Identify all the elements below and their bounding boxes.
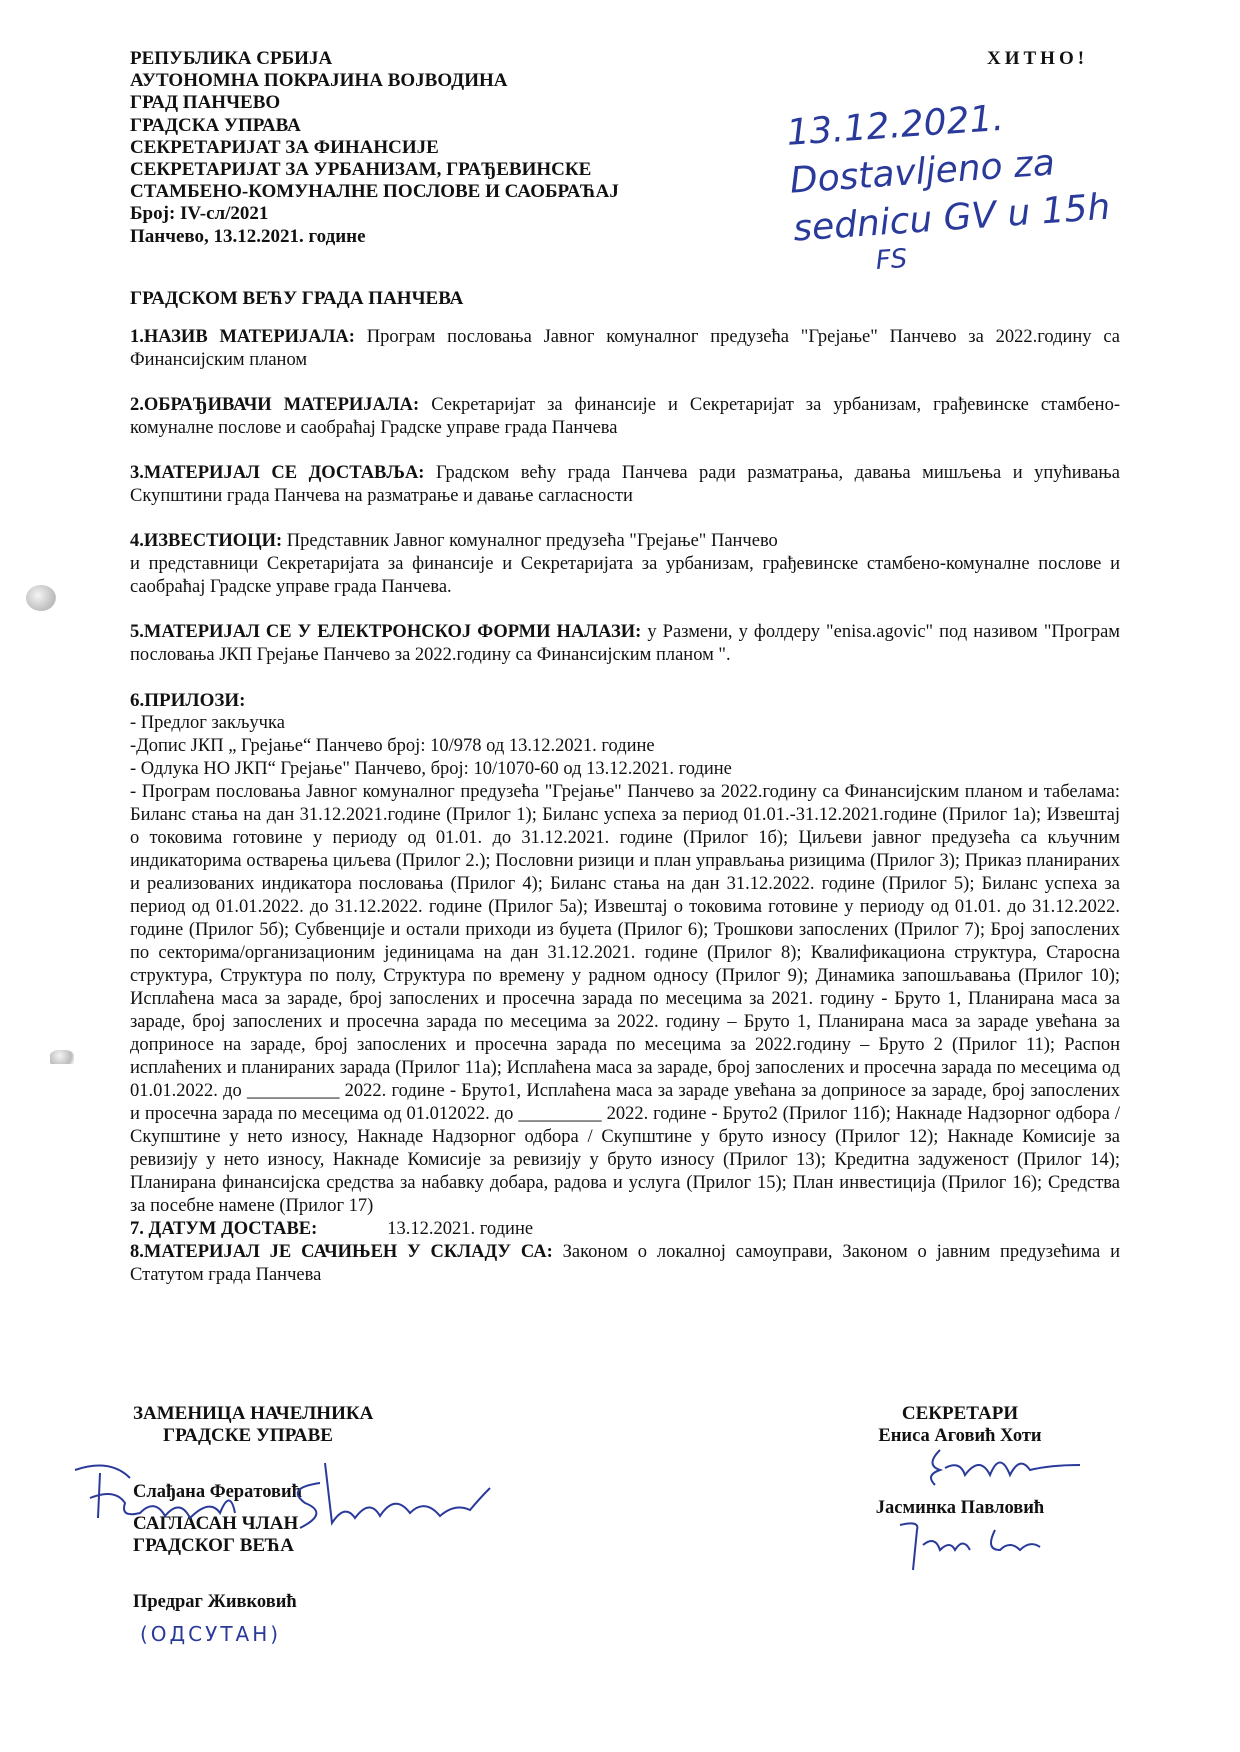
header-line: СЕКРЕТАРИЈАТ ЗА УРБАНИЗАМ, ГРАЂЕВИНСКЕ: [130, 159, 592, 181]
document-body: [130, 326, 1120, 1287]
section-text: Градском већу града Панчева ради разматрања, давања мишљења и упућивања Скупштини града Панчева на разматрање и давање сагласности: [130, 463, 1121, 506]
section-text: и представници Секретаријата за финансије и Секретаријата за урбанизам, грађевинске стамбено-комуналне послове и саобраћај Градске управе града Панчева.: [130, 554, 1120, 597]
signatory-title: СЕКРЕТАРИ: [901, 1403, 1019, 1424]
section-label: 4.ИЗВЕСТИОЦИ:: [130, 531, 283, 551]
issuer-header: [130, 48, 619, 248]
handwritten-initials: FS: [874, 243, 909, 277]
section-text: у Размени, у фолдеру "enisa.agovic" под називом "Програм пословања ЈКП Грејање Панчево за 2022.годину са Финансијским планом ".: [130, 622, 1120, 665]
handwritten-absent-note: (ОДСУТАН): [140, 1622, 282, 1646]
signature-scribble-left: [70, 1458, 510, 1538]
section-text: Законом о локалној самоуправи, Законом о јавним предузећима и Статутом града Панчева: [130, 1242, 1120, 1285]
section-text: Представник Јавног комуналног предузећа "Грејање" Панчево: [282, 531, 778, 551]
signatory-title: ГРАДСКЕ УПРАВЕ: [163, 1425, 333, 1446]
section-text: Програм пословања Јавног комуналног предузећа "Грејање" Панчево за 2022.годину са Финансијским планом: [130, 327, 1120, 370]
signatory-name: Слађана Ферaтовић: [133, 1482, 302, 1502]
scan-artifact: [26, 585, 56, 611]
section-label: 7. ДАТУМ ДОСТАВЕ:: [130, 1219, 318, 1239]
header-line: СЕКРЕТАРИЈАТ ЗА ФИНАНСИЈЕ: [130, 136, 439, 158]
addressee: ГРАДСКОМ ВЕЋУ ГРАДА ПАНЧЕВА: [130, 288, 464, 309]
urgent-label: ХИТНО!: [987, 48, 1089, 69]
section-label: 8.МАТЕРИЈАЛ ЈЕ САЧИЊЕН У СКЛАДУ СА:: [130, 1242, 553, 1262]
attachment-item: - Програм пословања Јавног комуналног предузећа "Грејање" Панчево за 2022.годину са Финансијским планом и табелама: Биланс стања на дан 31.12.2021.године (Прилог 1); Биланс успеха за период 01.01.-31.12.2021.године (Прилог 1а); Извештај о токовима готовине у периоду од 01.01. до 31.12.2021. године (Прилог 1б); Циљеви јавног предузећа са кључним индикаторима остварења циљева (Прилог 2.); Пословни ризици и план управљања ризицима (Прилог 3); Приказ планираних и реализованих индикатора пословања (Прилог 4); Биланс стања на дан 31.12.2022. године (Прилог 5); Биланс успеха за период од 01.01.2022. до 31.12.2022. године (Прилог 5а); Извештај о токовима готовине у периоду од 01.01. до 31.12.2022. године (Прилог 5б); Субвенције и остали приходи из буџета (Прилог 6); Трошкови запослених (Прилог 7); Број запослених по секторима/организационим јединицама на дан 31.12.2021. године (Прилог 8); Квалификациона структура, Старосна структура, Структура по полу, Структура по времену у радном односу (Прилог 9); Динамика запошљавања (Прилог 10); Исплаћена маса за зараде, број запослених и просечна зарада по месецима за 2021. годину - Бруто 1, Планирана маса за зараде, број запослених и просечна зарада по месецима за 2022. годину – Бруто 1, Планирана маса за зараде увећана за доприносе на зараде, број запослених и просечна зарада по месецима за 2022.годину – Бруто 2 (Прилог 11); Распон исплаћених и планираних зарада (Прилог 11а); Исплаћена маса за зараде, број запослених и просечна зарада по месецима од 01.01.2022. до __________ 2022. године - Бруто1, Исплаћена маса за зараде увећана за доприносе за зараде, број запослених и просечна зарада по месецима од 01.012022. до _________ 2022. године - Бруто2 (Прилог 11б); Накнаде Надзорног одбора / Скупштине у нето износу, Накнаде Надзорног одбора / Скупштине у бруто износу (Прилог 12); Накнаде Комисије за ревизију у нето износу, Накнаде Комисије за ревизију у бруто износу (Прилог 13); Кредитна задуженост (Прилог 14); Планирана финансијска средства за набавку добара, радова и услуга (Прилог 15); План инвестиција (Прилог 16); Средства за посебне намене (Прилог 17): [130, 782, 1120, 1216]
section-material-name: [130, 326, 1120, 372]
section-electronic-location: [130, 621, 1120, 667]
section-attachments: [130, 689, 1120, 1218]
signature-scribble-right-2: [895, 1515, 1055, 1575]
attachment-item: - Предлог закључка: [130, 713, 285, 733]
document-date: Панчево, 13.12.2021. године: [130, 225, 366, 247]
handwritten-date: 13.12.2021.: [785, 97, 1006, 154]
handwritten-receipt-note: [785, 88, 1114, 280]
section-delivered-to: [130, 462, 1120, 508]
delivery-date: 13.12.2021. године: [387, 1219, 534, 1239]
section-label: 2.ОБРАЂИВАЧИ МАТЕРИЈАЛА:: [130, 395, 420, 415]
header-line: ГРАД ПАНЧЕВО: [130, 92, 281, 114]
section-reporters: [130, 530, 1120, 599]
section-prepared-by: [130, 394, 1120, 440]
signatory-name: Јасминка Павловић: [875, 1498, 1045, 1518]
section-label: 5.МАТЕРИЈАЛ СЕ У ЕЛЕКТРОНСКОЈ ФОРМИ НАЛАЗИ:: [130, 622, 642, 642]
handwritten-line: sednicu GV u 15h: [791, 186, 1112, 250]
attachment-item: - Одлука НО ЈКП“ Грејање" Панчево, број: 10/1070-60 од 13.12.2021. године: [130, 759, 732, 779]
council-member-name: Предраг Живковић: [133, 1592, 297, 1612]
section-label: 3.МАТЕРИЈАЛ СЕ ДОСТАВЉА:: [130, 463, 425, 483]
attachment-item: -Допис ЈКП „ Грејање“ Панчево број: 10/978 од 13.12.2021. године: [130, 736, 655, 756]
scan-artifact: [50, 1050, 74, 1064]
handwritten-line: Dostavljeno za: [788, 142, 1057, 202]
header-line: АУТОНОМНА ПОКРАЈИНА ВОЈВОДИНА: [130, 70, 508, 92]
header-line: РЕПУБЛИКА СРБИЈА: [130, 48, 333, 69]
section-delivery-date: [130, 1218, 1120, 1241]
signature-scribble-right-1: [920, 1440, 1100, 1490]
section-text: Секретаријат за финансије и Секретаријат за урбанизам, грађевинске стамбено-комуналне послове и саобраћај Градске управе града Панчева: [130, 395, 1120, 438]
header-line: ГРАДСКА УПРАВА: [130, 114, 301, 136]
header-line: СТАМБЕНО-КОМУНАЛНЕ ПОСЛОВЕ И САОБРАЋАЈ: [130, 181, 619, 203]
council-member-title: ГРАДСКОГ ВЕЋА: [133, 1535, 294, 1556]
signatory-name: Ениса Аговић Хоти: [878, 1426, 1042, 1446]
section-compliance: [130, 1241, 1120, 1287]
section-label: 6.ПРИЛОЗИ:: [130, 690, 246, 711]
document-number: Број: IV-сл/2021: [130, 203, 269, 225]
section-label: 1.НАЗИВ МАТЕРИЈАЛА:: [130, 327, 355, 347]
signatory-title: ЗАМЕНИЦА НАЧЕЛНИКА: [133, 1403, 374, 1424]
council-member-title: САГЛАСАН ЧЛАН: [133, 1513, 299, 1534]
